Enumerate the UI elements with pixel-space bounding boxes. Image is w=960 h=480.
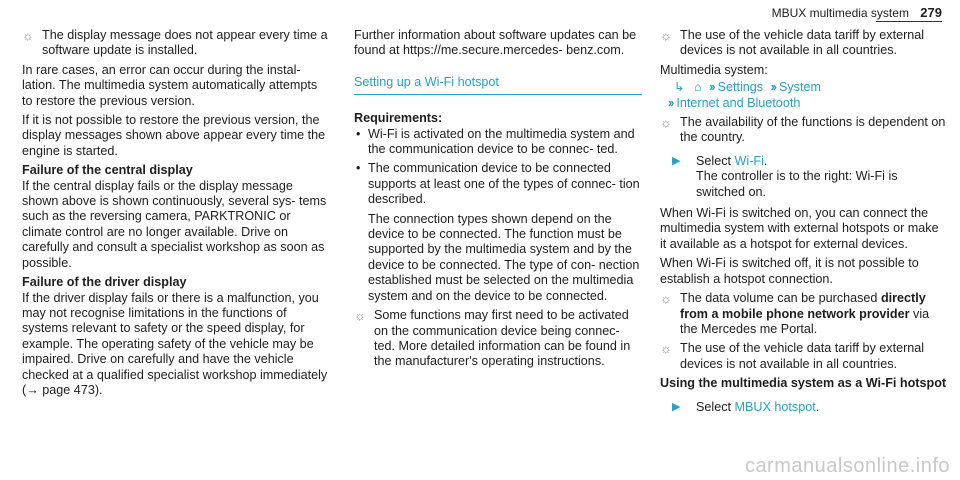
column-2 (354, 28, 640, 374)
info-sun-icon: ☼ (660, 28, 672, 43)
step-text-end: . (763, 153, 768, 168)
double-chevron-icon: ›› (709, 80, 714, 95)
info-sun-icon: ☼ (660, 341, 672, 357)
double-chevron-icon: ›› (668, 95, 673, 110)
menu-path-label: Multimedia system: (660, 62, 768, 77)
note (22, 28, 330, 59)
page-number: 279 (920, 5, 942, 20)
section-title: Setting up a Wi-Fi hotspot (354, 75, 642, 95)
heading: Using the multimedia system as a Wi-Fi hotspot (660, 376, 947, 391)
page-reference-arrow: → (26, 382, 39, 397)
note-text: The availability of the functions is dependent on the country. (680, 115, 946, 145)
paragraph: If it is not possible to restore the previous version, the display messages shown above appear every time the engine is started. (22, 113, 326, 158)
note (660, 28, 948, 59)
info-sun-icon: ☼ (660, 115, 672, 131)
paragraph: When Wi-Fi is switched on, you can connect the multimedia system with external hotspots or make it available as a hotspot for external devices. (660, 206, 939, 251)
header-rule (876, 21, 942, 22)
note-text: Some functions may first need to be activated on the communication device being connec- ted. More detailed information can be found in the manufacturer's operating instructions. (374, 308, 631, 369)
paragraph-text: If the driver display fails or there is a malfunction, you may not recognise limitations in the functions of systems relevant to safety or the speed display, for example. The operating safety of the vehicle may be impaired. Drive on carefully and have the vehicle checked at a qualified specialist workshop immediately ( (22, 290, 328, 397)
menu-path-settings[interactable]: Settings (717, 80, 764, 95)
play-arrow-icon: ▶ (672, 154, 681, 167)
step-text: Select (696, 399, 735, 414)
mbux-hotspot-option[interactable]: MBUX hotspot (734, 399, 816, 414)
list-item-text: The communication device to be connected supports at least one of the types of connec- tion described. (368, 161, 640, 207)
page-header (772, 5, 942, 21)
step-text-end: . (815, 399, 820, 414)
header-title: MBUX multimedia system (771, 6, 909, 20)
step-text: Select (696, 153, 735, 168)
note-text: The data volume can be purchased (680, 291, 881, 306)
heading: Failure of the driver display (22, 275, 187, 290)
note (354, 308, 640, 370)
home-icon: ⌂ (694, 80, 702, 95)
paragraph: Further information about software updates can be found at https://me.secure.mercedes- benz.com. (354, 28, 637, 58)
note (660, 291, 948, 337)
heading: Failure of the central display (22, 163, 193, 178)
paragraph: If the central display fails or the display message shown above is shown continuously, several sys- tems such as the reversing camera, PARKTRONIC or climate control are no longer available. Drive on carefully and consult a specialist workshop as soon as possible. (22, 178, 327, 270)
step-result: The controller is to the right: Wi-Fi is switched on. (696, 169, 898, 199)
menu-path-system[interactable]: System (778, 80, 821, 95)
info-sun-icon: ☼ (22, 28, 34, 43)
list-item-detail: The connection types shown depend on the device to be connected. The function must be supported by the multimedia system and by the device to be connected. The type of con- nection established must be selected on the multimedia system and on the device to be connected. (368, 211, 640, 303)
info-sun-icon: ☼ (354, 308, 366, 324)
instruction-step (660, 154, 948, 200)
column-1 (22, 28, 330, 402)
page-reference-link[interactable]: page 473). (38, 382, 103, 397)
hook-arrow-icon: ↳ (674, 80, 685, 95)
double-chevron-icon: ›› (770, 80, 775, 95)
watermark: carmanualsonline.info (744, 454, 950, 477)
menu-path (660, 80, 948, 95)
wifi-option[interactable]: Wi-Fi (734, 153, 764, 168)
note (660, 115, 948, 146)
note-text-end: via the Mercedes me Portal. (680, 306, 930, 336)
menu-path-internet[interactable]: Internet and Bluetooth (676, 95, 801, 110)
instruction-step (660, 400, 948, 415)
requirements-heading: Requirements: (354, 111, 443, 126)
list-item (354, 161, 640, 304)
paragraph: In rare cases, an error can occur during the instal- lation. The multimedia system automatically attempts to restore the previous version. (22, 62, 318, 108)
paragraph: When Wi-Fi is switched off, it is not possible to establish a hotspot connection. (660, 256, 919, 286)
info-sun-icon: ☼ (660, 291, 672, 307)
column-3 (660, 28, 948, 421)
requirements-list (354, 127, 640, 304)
note-text: The display message does not appear every time a software update is installed. (42, 28, 328, 58)
note-text: The use of the vehicle data tariff by external devices is not available in all countries. (680, 341, 925, 371)
play-arrow-icon: ▶ (672, 400, 681, 413)
note (660, 341, 948, 372)
menu-path-continued (660, 96, 948, 111)
list-item: • Wi-Fi is activated on the multimedia system and the communication device to be connec- ted. (354, 127, 640, 158)
note-text: The use of the vehicle data tariff by external devices is not available in all countries. (680, 28, 925, 58)
note-bold-text: directly from a mobile phone network provider (680, 291, 926, 321)
paragraph (22, 291, 330, 399)
